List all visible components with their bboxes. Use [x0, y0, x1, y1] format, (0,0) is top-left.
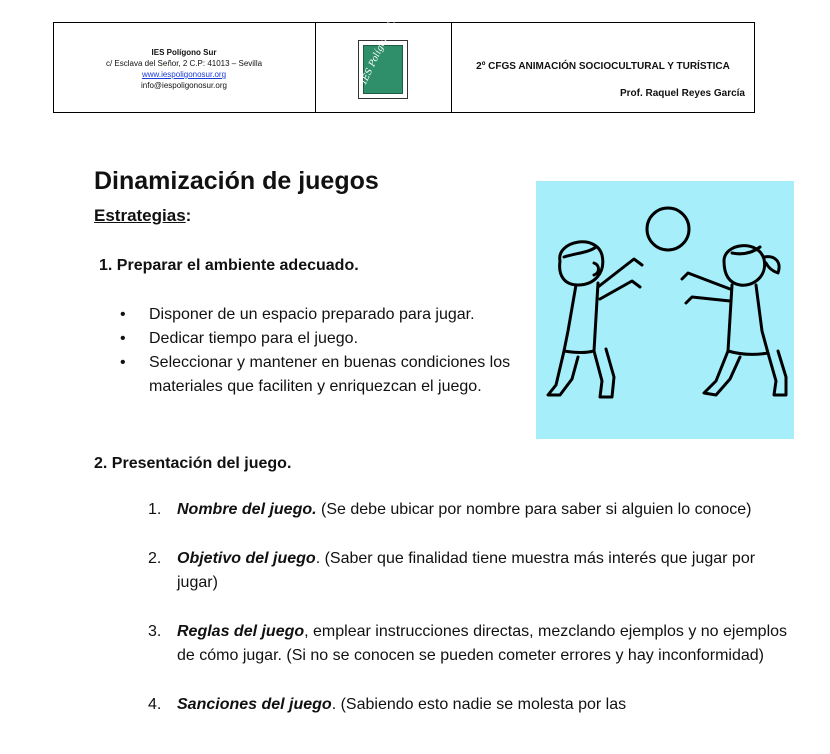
subtitle-colon: : — [185, 206, 192, 225]
list-item — [120, 351, 540, 399]
item-text: . (Saber que finalidad tiene muestra más interés que jugar por jugar) — [177, 549, 756, 591]
item-term: Nombre del juego. — [177, 501, 317, 518]
section-1-heading: 1. Preparar el ambiente adecuado. — [99, 257, 359, 274]
subtitle-text: Estrategias — [94, 206, 186, 225]
course-info — [451, 23, 755, 112]
list-item — [148, 498, 788, 523]
item-number: 4. — [148, 695, 162, 713]
bullet-icon: • — [120, 354, 126, 371]
section-2-heading: 2. Presentación del juego. — [94, 455, 292, 472]
item-term: Sanciones del juego — [177, 695, 332, 713]
item-text: . (Sabiendo esto nadie se molesta por las — [331, 695, 627, 713]
item-number: 2. — [148, 549, 162, 567]
page-title: Dinamización de juegos — [94, 167, 379, 195]
course-title: 2º CFGS ANIMACIÓN SOCIOCULTURAL Y TURÍSTICA — [476, 61, 730, 72]
school-name: IES Polígono Sur — [151, 48, 217, 57]
list-item — [120, 327, 540, 351]
bullet-text: Disponer de un espacio preparado para jugar. — [149, 306, 475, 323]
list-item — [148, 620, 788, 669]
children-playing-ball-icon — [536, 181, 794, 439]
header-divider — [315, 23, 316, 112]
presentation-steps-list — [148, 498, 788, 741]
school-address: c/ Esclava del Señor, 2 C.P: 41013 – Sevilla — [105, 59, 263, 68]
list-item — [120, 303, 540, 327]
bullet-text: Seleccionar y mantener en buenas condiciones los materiales que faciliten y enriquezcan el juego. — [149, 354, 511, 395]
item-text: (Se debe ubicar por nombre para saber si alguien lo conoce) — [316, 501, 752, 518]
professor-name: Prof. Raquel Reyes García — [619, 88, 745, 99]
subtitle — [94, 206, 191, 226]
item-number: 1. — [148, 501, 162, 518]
school-email: info@iespoligonosur.org — [141, 81, 227, 90]
bullet-text: Dedicar tiempo para el juego. — [149, 330, 359, 347]
document-header — [53, 11, 755, 113]
item-text: , emplear instrucciones directas, mezclando ejemplos y no ejemplos de cómo jugar. (Si no se conocen se pueden cometer errores y hay inconformidad) — [177, 622, 788, 664]
bullet-icon: • — [120, 330, 126, 347]
item-term: Objetivo del juego — [177, 549, 316, 567]
item-number: 3. — [148, 622, 162, 640]
list-item — [148, 693, 788, 718]
school-info — [53, 47, 315, 91]
school-website-link[interactable]: www.iespoligonosur.org — [141, 70, 227, 79]
list-item — [148, 547, 788, 596]
bullet-icon: • — [120, 306, 126, 323]
strategy-bullet-list — [120, 303, 540, 399]
item-term: Reglas del juego — [177, 622, 305, 640]
ies-poligono-sur-logo-icon: IES Polígono Sur — [358, 40, 408, 99]
